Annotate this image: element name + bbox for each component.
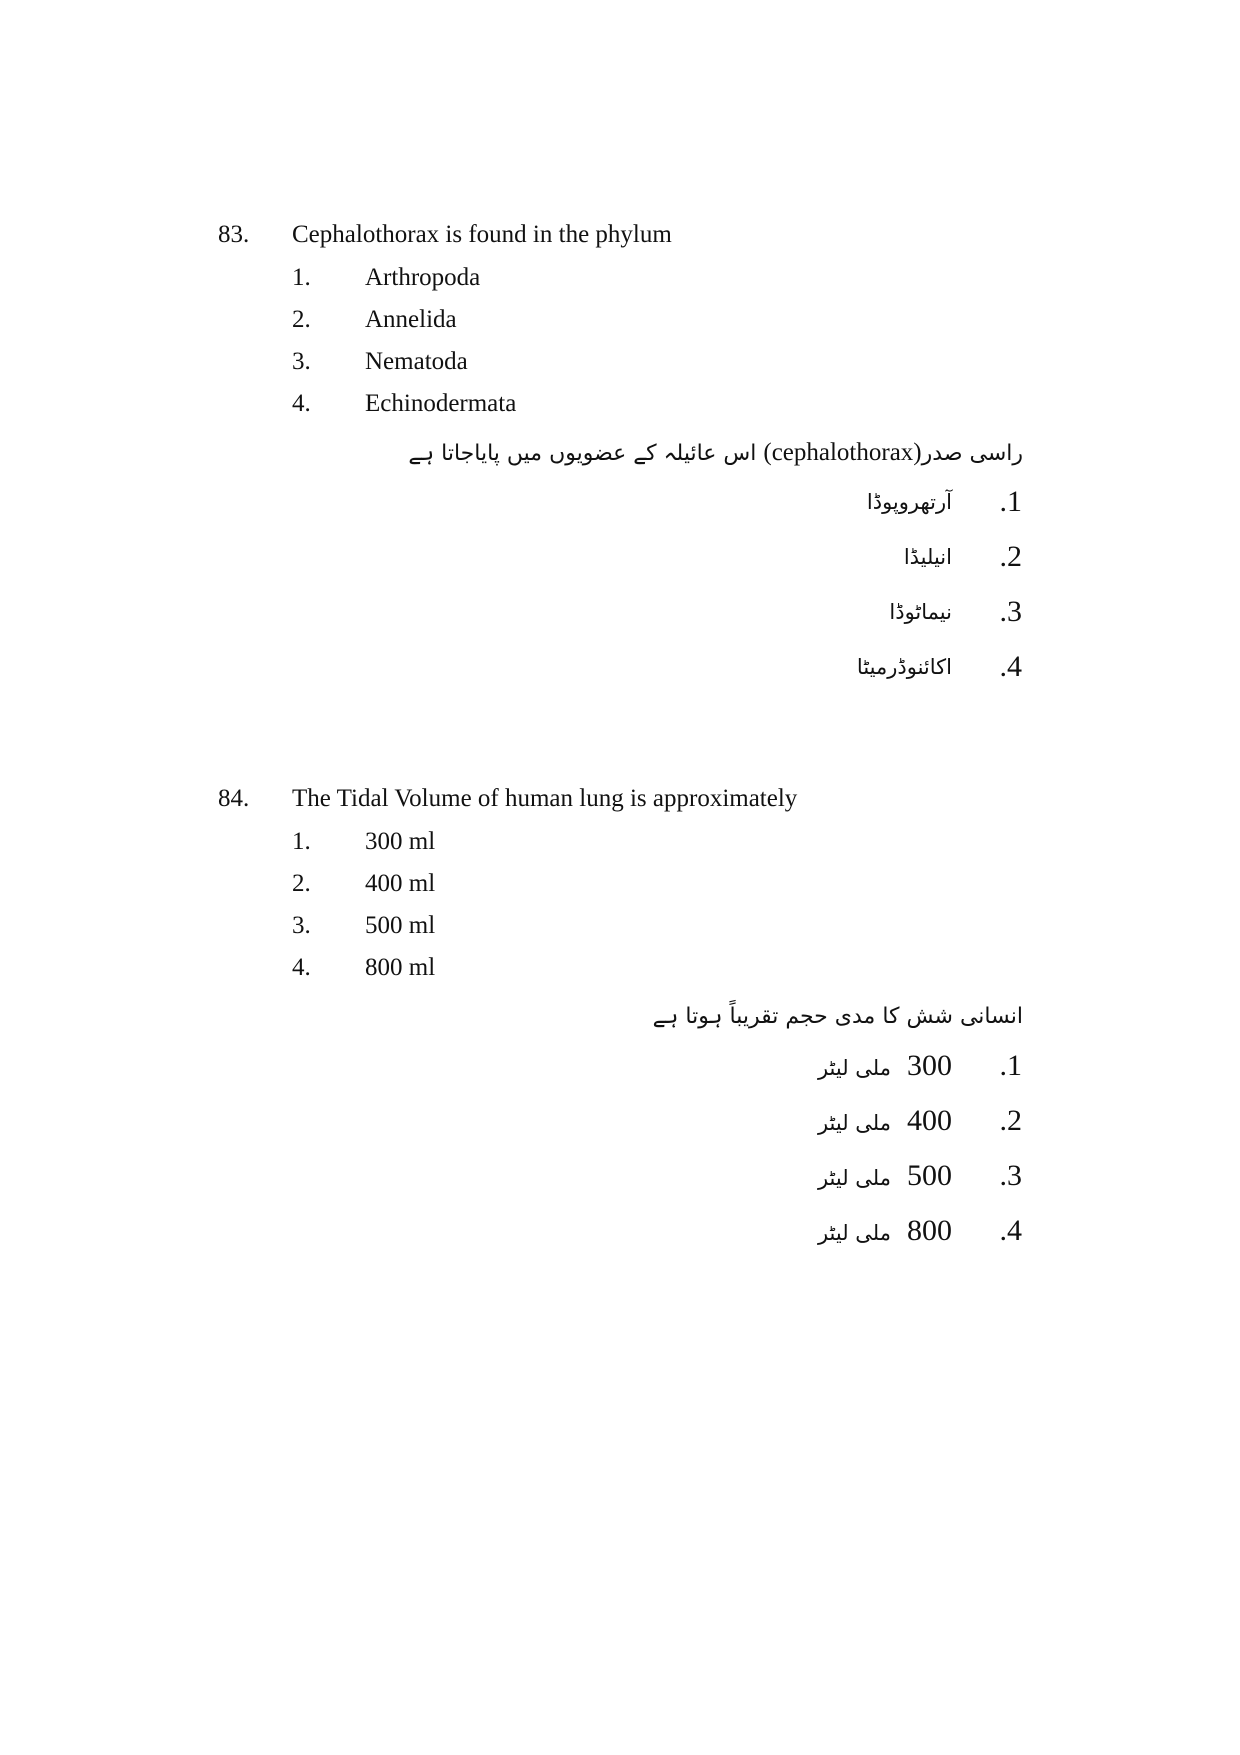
urdu-option-text: نیماٹوڈا — [889, 600, 952, 624]
option-text: Echinodermata — [365, 390, 517, 417]
urdu-option-text — [818, 1213, 952, 1251]
option-4 — [0, 951, 1240, 993]
urdu-option-number: .3 — [999, 595, 1022, 628]
question-number: 83. — [218, 221, 250, 248]
urdu-option-number: .4 — [999, 650, 1022, 683]
urdu-option-unit: ملی لیٹر — [817, 1111, 891, 1135]
urdu-option-list — [0, 482, 1240, 702]
option-list — [0, 261, 1240, 429]
urdu-option-3 — [0, 1156, 1240, 1211]
option-text: 800 ml — [365, 954, 436, 981]
urdu-option-unit: ملی لیٹر — [817, 1221, 891, 1245]
option-1 — [0, 261, 1240, 303]
option-4 — [0, 387, 1240, 429]
urdu-option-value: 800 — [907, 1214, 952, 1247]
urdu-option-unit: ملی لیٹر — [817, 1056, 891, 1080]
question-text: The Tidal Volume of human lung is approximately — [292, 785, 798, 812]
urdu-option-4 — [0, 647, 1240, 702]
option-number: 3. — [292, 912, 311, 939]
urdu-option-number: .2 — [999, 1104, 1022, 1137]
option-number: 4. — [292, 954, 311, 981]
option-3 — [0, 909, 1240, 951]
option-1 — [0, 825, 1240, 867]
urdu-option-1 — [0, 1046, 1240, 1101]
option-2 — [0, 867, 1240, 909]
urdu-question-text: انسانی شش کا مدی حجم تقریباً ہوتا ہے — [652, 1004, 1023, 1029]
option-text: Annelida — [365, 306, 457, 333]
option-list — [0, 825, 1240, 993]
question-stem — [0, 218, 1240, 252]
option-number: 2. — [292, 870, 311, 897]
urdu-option-value: 500 — [907, 1159, 952, 1192]
urdu-option-text — [818, 1103, 952, 1141]
urdu-option-number: .1 — [999, 485, 1022, 518]
urdu-option-2 — [0, 537, 1240, 592]
option-text: 500 ml — [365, 912, 436, 939]
urdu-option-value: 400 — [907, 1104, 952, 1137]
urdu-option-value: 300 — [907, 1049, 952, 1082]
urdu-option-4 — [0, 1211, 1240, 1266]
option-3 — [0, 345, 1240, 387]
urdu-option-text — [818, 1048, 952, 1086]
option-number: 2. — [292, 306, 311, 333]
option-text: 300 ml — [365, 828, 436, 855]
option-number: 1. — [292, 264, 311, 291]
option-text: Arthropoda — [365, 264, 481, 291]
urdu-option-3 — [0, 592, 1240, 647]
question-text: Cephalothorax is found in the phylum — [292, 221, 672, 248]
urdu-option-text: آرتھروپوڈا — [866, 490, 952, 514]
urdu-option-text: انیلیڈا — [903, 545, 952, 569]
question-number: 84. — [218, 785, 250, 812]
urdu-question-text — [408, 436, 1023, 471]
urdu-stem-part: راسی صدر — [921, 441, 1023, 466]
urdu-option-2 — [0, 1101, 1240, 1156]
urdu-option-list — [0, 1046, 1240, 1266]
option-2 — [0, 303, 1240, 345]
option-number: 1. — [292, 828, 311, 855]
urdu-option-number: .3 — [999, 1159, 1022, 1192]
option-number: 4. — [292, 390, 311, 417]
urdu-option-text: اکائنوڈرمیٹا — [856, 655, 952, 679]
urdu-option-number: .4 — [999, 1214, 1022, 1247]
urdu-option-text — [818, 1158, 952, 1196]
urdu-stem-part: اس عائیلہ کے عضویوں میں پایاجاتا ہے — [408, 441, 764, 466]
option-number: 3. — [292, 348, 311, 375]
urdu-option-number: .2 — [999, 540, 1022, 573]
option-text: Nematoda — [365, 348, 468, 375]
urdu-option-unit: ملی لیٹر — [817, 1166, 891, 1190]
question-stem — [0, 782, 1240, 816]
urdu-stem-latin: (cephalothorax) — [763, 439, 922, 466]
urdu-option-number: .1 — [999, 1049, 1022, 1082]
urdu-option-1 — [0, 482, 1240, 537]
option-text: 400 ml — [365, 870, 436, 897]
